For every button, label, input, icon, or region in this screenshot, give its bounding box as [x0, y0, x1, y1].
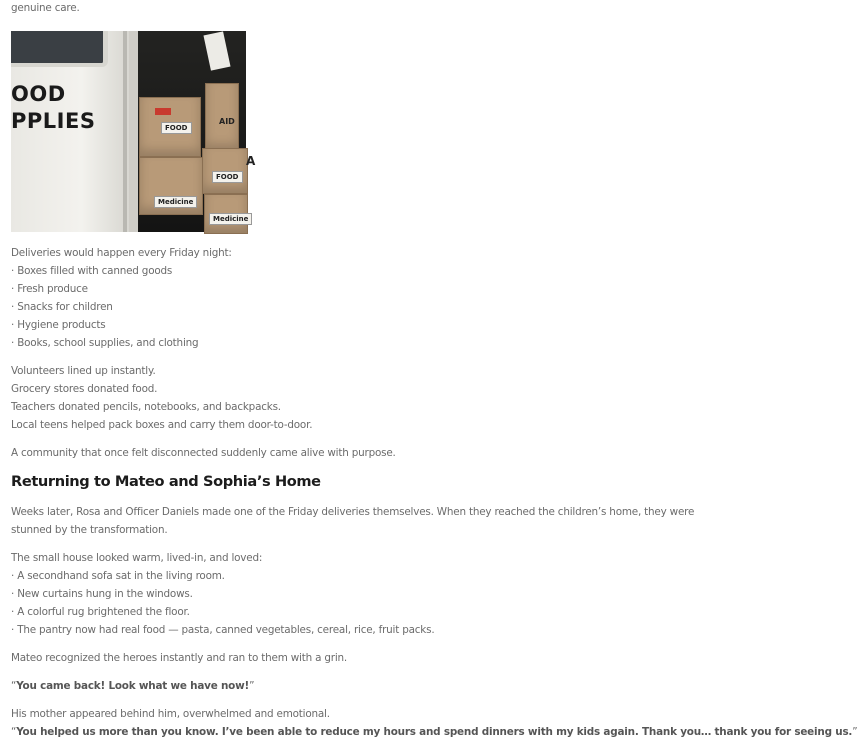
section-heading: Returning to Mateo and Sophia’s Home: [11, 473, 321, 490]
quote-close: ”: [249, 680, 255, 692]
delivery-item: · Books, school supplies, and clothing: [11, 337, 199, 349]
volunteers-line: Teachers donated pencils, notebooks, and backpacks.: [11, 401, 281, 413]
quote-close: ”: [852, 726, 857, 738]
box-aid: [205, 83, 239, 151]
delivery-item: · Fresh produce: [11, 283, 88, 295]
box-label-medicine-1: Medicine: [154, 196, 197, 208]
community-text: A community that once felt disconnected suddenly came alive with purpose.: [11, 447, 396, 459]
van-door: [129, 31, 138, 232]
box-label-medicine-2: Medicine: [209, 213, 252, 225]
volunteers-line: Local teens helped pack boxes and carry them door-to-door.: [11, 419, 313, 431]
deliveries-lead: Deliveries would happen every Friday night:: [11, 247, 232, 259]
mateo-line: Mateo recognized the heroes instantly and ran to them with a grin.: [11, 652, 347, 664]
van-window: [11, 31, 108, 67]
box-label-food-2: FOOD: [212, 171, 243, 183]
mother-quote: [11, 726, 857, 739]
red-sticker: [155, 108, 171, 115]
weeks-later-paragraph: Weeks later, Rosa and Officer Daniels made one of the Friday deliveries themselves. When they reached the children’s home, they were stunned by the transformation.: [11, 506, 695, 536]
mateo-quote: [11, 680, 254, 693]
house-item: · A secondhand sofa sat in the living room.: [11, 570, 225, 582]
house-item: · A colorful rug brightened the floor.: [11, 606, 190, 618]
house-item: · New curtains hung in the windows.: [11, 588, 193, 600]
van-lettering-line-2: PPLIES: [11, 109, 96, 133]
volunteers-line: Volunteers lined up instantly.: [11, 365, 156, 377]
box-food-1: [139, 97, 201, 157]
van-lettering: [11, 81, 95, 135]
box-medicine-1: [139, 157, 203, 215]
box-label-partial: A: [246, 154, 256, 168]
quote-open: “: [11, 680, 17, 692]
delivery-item: · Snacks for children: [11, 301, 113, 313]
box-food-2: [202, 148, 256, 194]
delivery-item: · Hygiene products: [11, 319, 106, 331]
box-label-aid: AID: [219, 117, 235, 126]
van-side: [11, 31, 129, 232]
box-medicine-2: [204, 194, 248, 234]
box-label-food-1: FOOD: [161, 122, 192, 134]
mother-line: His mother appeared behind him, overwhelmed and emotional.: [11, 708, 330, 720]
house-item: · The pantry now had real food — pasta, canned vegetables, cereal, rice, fruit packs.: [11, 624, 435, 636]
van-lettering-line-1: OOD: [11, 82, 66, 106]
delivery-item: · Boxes filled with canned goods: [11, 265, 173, 277]
intro-tail-text: genuine care.: [11, 2, 80, 14]
house-lead: The small house looked warm, lived-in, and loved:: [11, 552, 263, 564]
food-van-photo: [11, 31, 256, 232]
van-edge: [123, 31, 127, 232]
mateo-quote-text: You came back! Look what we have now!: [16, 680, 250, 692]
mother-quote-text: You helped us more than you know. I’ve been able to reduce my hours and spend dinners with my kids again. Thank you… thank you for seeing us.: [16, 726, 853, 738]
quote-open: “: [11, 726, 17, 738]
volunteers-line: Grocery stores donated food.: [11, 383, 158, 395]
